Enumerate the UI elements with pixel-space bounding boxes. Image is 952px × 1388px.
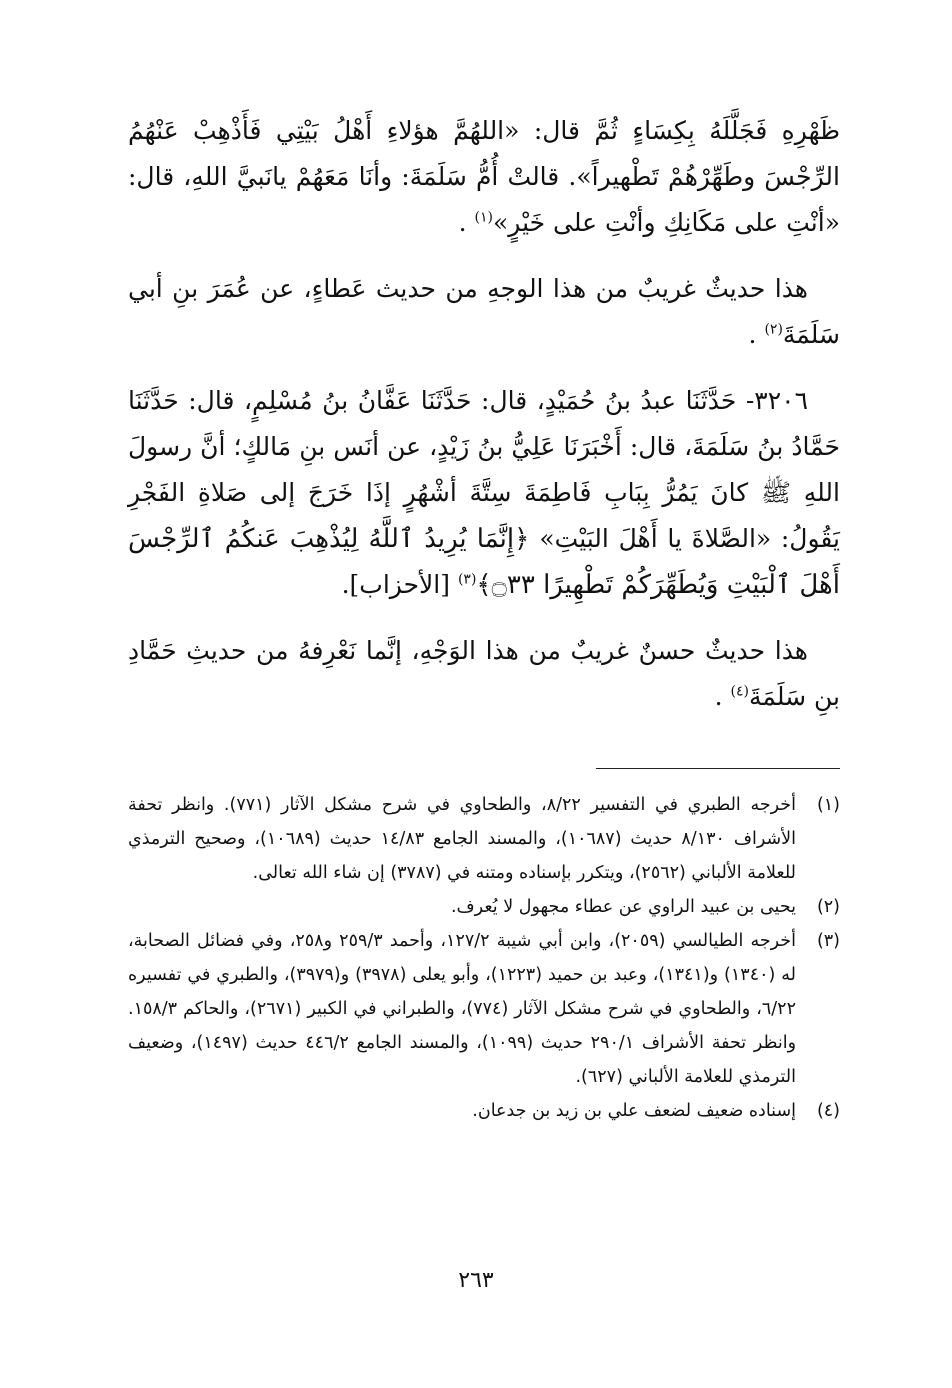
footnote-ref-4[interactable]: (٤) [730,683,749,700]
footnote-1 [128,788,840,890]
paragraph-4 [128,628,840,720]
paragraph-end: . [748,320,765,349]
footnote-text: أخرجه الطيالسي (٢٠٥٩)، وابن أبي شيبة ١٢٧/٢، وأحمد ٢٥٩/٣ و٢٥٨، وفي فضائل الصحابة، له (١٣٤٠) و(١٣٤١)، وعبد بن حميد (١٢٢٣)، وأبو يعلى (٣٩٧٨) و(٣٩٧٩)، والطبري في تفسيره ٦/٢٢، والطحاوي في شرح مشكل الآثار (٧٧٤)، والطبراني في الكبير (٢٦٧١)، والحاكم ١٥٨/٣. وانظر تحفة الأشراف ٢٩٠/١ حديث (١٠٩٩)، والمسند الجامع ٤٤٦/٢ حديث (١٤٩٧)، وضعيف الترمذي للعلامة الألباني (٦٢٧). [128,931,797,1087]
footnote-text: أخرجه الطبري في التفسير ٨/٢٢، والطحاوي في شرح مشكل الآثار (٧٧١). وانظر تحفة الأشراف ٨/١٣٠ حديث (١٠٦٨٧)، والمسند الجامع ١٤/٨٣ حديث (١٠٦٨٩)، وصحيح الترمذي للعلامة الألباني (٢٥٦٢)، ويتكرر بإسناده ومتنه في (٣٧٨٧) إن شاء الله تعالى. [128,795,796,883]
footnote-number: (١) [816,795,840,815]
quran-verse: ﴿إِنَّمَا يُرِيدُ ٱللَّهُ لِيُذْهِبَ عَنكُمُ ٱلرِّجْسَ أَهْلَ ٱلْبَيْتِ وَيُطَهِّرَكُمْ تَطْهِيرًا ۝٣٣﴾ [128,524,840,600]
paragraph-text: هذا حديثٌ حسنٌ غريبٌ من هذا الوَجْهِ، إنَّما نَعْرِفهُ من حديثِ حَمَّادِ بنِ سَلَمَةَ [128,636,840,711]
footnote-separator [596,768,840,769]
surah-reference: [الأحزاب]. [341,570,458,599]
footnote-number: (٤) [816,1101,840,1121]
paragraph-text: ٣٢٠٦- حَدَّثَنَا عبدُ بنُ حُمَيْدٍ، قال: حَدَّثَنَا عَفَّانُ بنُ مُسْلِمٍ، قال: حَدَّثَنَا حَمَّادُ بنُ سَلَمَةَ، قال: أَخْبَرَنَا عَلِيُّ بنُ زَيْدٍ، عن أنَس بنِ مَالكٍ؛ أنَّ رسولَ اللهِ ﷺ كانَ يَمُرُّ بِبَابِ فَاطِمَةَ سِتَّةَ أشْهُرٍ إذَا خَرَجَ إلى صَلاةِ الفَجْرِ يَقُولُ: «الصَّلاةَ يا أَهْلَ البَيْتِ» [128,386,840,553]
footnote-4 [128,1094,840,1128]
footnote-ref-2[interactable]: (٢) [764,321,783,338]
paragraph-2 [128,266,840,358]
paragraph-end: . [458,208,475,237]
hadith-3206 [128,378,840,608]
footnote-number: (٢) [816,897,840,917]
paragraph-text: هذا حديثٌ غريبٌ من هذا الوجهِ من حديث عَطاءٍ، عن عُمَرَ بنِ أبي سَلَمَةَ [128,274,840,349]
paragraph-text: ظَهْرِهِ فَجَلَّلَهُ بِكِسَاءٍ ثُمَّ قال: «اللهُمَّ هؤلاءِ أَهْلُ بَيْتِي فَأَذْهِبْ عَنْهُمُ الرِّجْسَ وطَهِّرْهُمْ تَطْهيراً». قالتْ أُمُّ سَلَمَةَ: وأنَا مَعَهُمْ يانَبيَّ اللهِ، قال: «أنْتِ على مَكَانِكِ وأنْتِ على خَيْرٍ» [128,116,840,237]
page-number: ٢٦٣ [458,1268,494,1293]
footnotes [128,788,840,1128]
paragraph-1 [128,108,840,246]
footnote-text: إسناده ضعيف لضعف علي بن زيد بن جدعان. [472,1101,796,1121]
footnote-2 [128,890,840,924]
footnote-number: (٣) [816,931,840,951]
footnote-3 [128,924,840,1094]
main-text [128,108,840,740]
footnote-text: يحيى بن عبيد الراوي عن عطاء مجهول لا يُعرف. [450,897,796,917]
footnote-ref-1[interactable]: (١) [474,209,493,226]
paragraph-end: . [714,682,731,711]
footnote-ref-3[interactable]: (٣) [457,571,477,588]
